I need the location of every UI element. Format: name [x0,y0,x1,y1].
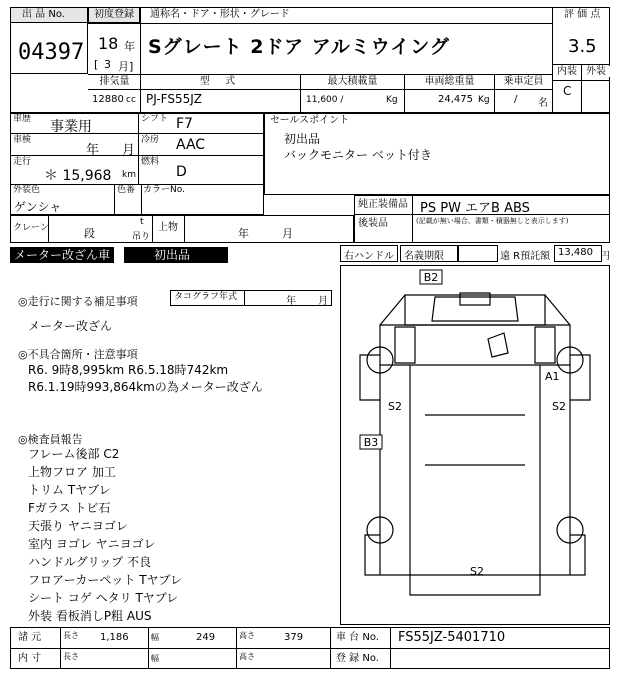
crane-v2 [152,215,153,243]
label-s2-left: S2 [388,400,402,413]
capacity-unit: 名 [538,98,548,109]
recycle-amount: 13,480 [558,247,593,258]
inspector-line: フロアーカーペット Tヤブレ [28,573,183,587]
color-value: ゲンシャ [14,200,62,214]
label-a1: A1 [545,370,560,383]
eq-v1 [412,195,413,243]
equipment-label: 純正装備品 [358,199,408,210]
displacement-value: 12880 [92,94,124,105]
score-vdiv [552,7,553,113]
inner-length-label: 長さ [63,652,79,661]
footer-v5 [390,627,391,669]
color-no-label: カラーNo. [143,185,185,195]
mileage-value: ＊ 15,968 [44,168,112,184]
tachograph-label: タコグラフ年式 [174,292,238,302]
history-value: 事業用 [50,119,92,135]
dims-label: 諸 元 [18,632,42,643]
gross-weight-unit: Kg [478,95,490,105]
aftermarket-note: (記載が無い場合、書類・積器無しと表示します) [416,217,569,225]
li-v1 [138,113,139,184]
score-value: 3.5 [568,36,597,57]
score-hdiv-2 [552,80,610,81]
label-b3: B3 [363,436,379,449]
inspector-line: 外装 看板消しP粗 AUS [28,609,152,623]
tax-label: 遠 R預託額 [500,251,551,262]
capacity-slash: / [514,94,518,105]
inner-height-label: 高さ [239,652,255,661]
score-label: 評 価 点 [564,9,601,20]
li-h1 [10,133,264,134]
displacement-unit: cc [126,95,136,105]
footer-v2 [148,627,149,669]
capacity-label: 乗車定員 [495,76,552,87]
label-b2: B2 [423,271,439,284]
color-number-label: 色番 [117,185,136,195]
equipment-value: PS PW エアB ABS [420,201,530,216]
history-label: 車歴 [13,114,32,124]
interior-grade: C [563,84,572,98]
month-unit: 月] [118,60,134,73]
lot-number: 04397 [18,40,85,65]
inspector-line: Fガラス トビ石 [28,501,111,515]
exterior-label: 外装 [582,66,610,77]
inspection-month: 月 [122,143,136,158]
header-vdiv-1 [140,7,141,74]
name-change-label: 名義期限 [404,251,444,262]
inspection-label: 車検 [13,135,32,145]
shift-value: F7 [176,116,193,132]
inspection-year: 年 [86,143,100,158]
displacement-label: 排気量 [89,76,140,87]
height-label: 高さ [239,631,255,640]
yen-label: 円 [600,251,610,262]
odometer-tampered-flag: メーター改ざん車 [10,247,114,263]
model-type-label: 型 式 [141,76,300,87]
li-h2 [10,155,264,156]
defect-line-2: R6.1.19時993,864kmの為メーター改ざん [28,380,263,394]
year-value: 18 [98,34,119,53]
inspector-line: フレーム後部 C2 [28,447,120,461]
interior-label: 内装 [553,66,581,77]
first-listing-flag: 初出品 [124,247,228,263]
height-value: 379 [284,632,304,643]
sales-points-label: セールスポイント [270,115,350,126]
body-month: 月 [282,227,293,240]
name-change-value [458,245,498,262]
label-s2-bottom: S2 [470,565,484,578]
first-reg-label: 初度登録 [94,9,134,20]
header-divider [88,23,552,24]
defects-heading: ◎不具合箇所・注意事項 [18,348,138,361]
crane-frame [10,215,354,243]
width-value: 249 [196,632,216,643]
crane-v3 [184,215,185,243]
rhd-label: 右ハンドル [344,251,394,262]
crane-label: クレーン [13,223,49,233]
inspector-line: ハンドルグリップ 不良 [28,555,152,569]
mileage-label: 走行 [13,157,32,167]
model-grade-label: 通称名・ドア・形状・グレード [150,9,290,20]
ac-value: AAC [176,137,206,153]
inspector-line: シート コゲ ヘタリ Tヤブレ [28,591,179,605]
aftermarket-label: 後装品 [358,218,388,229]
fuel-label: 燃料 [141,157,160,167]
inspector-line: 上物フロア 加工 [28,465,116,479]
tacho-v [244,290,245,306]
inner-width-label: 幅 [151,654,159,663]
shift-label: シフト [141,114,169,124]
chassis-value: FS55JZ-5401710 [398,630,506,645]
inner-label: 内 寸 [18,653,42,664]
crane-ton-suffix: 吊り [132,232,151,242]
inspector-line: トリム Tヤブレ [28,483,111,497]
sales-points-line2: バックモニター ベット付き [284,148,432,162]
gross-weight-value: 24,475 [438,94,473,105]
inspector-heading: ◎検査員報告 [18,433,83,446]
driving-note: メーター改ざん [28,319,113,333]
crane-stage: 段 [84,227,95,240]
body-year: 年 [238,227,249,240]
tachograph-year: 年 [286,296,296,307]
li-v3 [141,184,142,215]
footer-v1 [60,627,61,669]
registration-label: 登 録 No. [336,653,379,664]
label-s2-right: S2 [552,400,566,413]
width-label: 幅 [151,633,159,642]
tachograph-month: 月 [318,296,328,307]
max-load-unit: Kg [386,95,398,105]
vehicle-title: Sグレート 2ドア アルミウイング [148,36,450,58]
inspector-line: 室内 ヨゴレ ヤニヨゴレ [28,537,156,551]
body-label: 上物 [158,222,178,233]
month-value: 3 [104,58,111,71]
spec-mid [88,89,552,90]
length-value: 1,186 [100,632,129,643]
ac-label: 冷房 [141,135,160,145]
month-open: [ [94,58,99,71]
year-unit: 年 [124,40,135,53]
chassis-label: 車 台 No. [336,632,379,643]
defect-line-1: R6. 9時8,995km R6.5.18時742km [28,363,229,377]
li-v2 [114,184,115,215]
length-label: 長さ [63,631,79,640]
footer-v4 [330,627,331,669]
driving-heading: ◎走行に関する補足事項 [18,295,138,308]
truck-diagram [340,265,610,625]
crane-ton-t: t [140,217,144,227]
sales-points-line1: 初出品 [284,132,321,146]
gross-weight-label: 車両総重量 [405,76,494,87]
mileage-unit: km [122,170,136,180]
score-vdiv-2 [581,64,582,113]
max-load-label: 最大積載量 [301,76,404,87]
inspector-line: 天張り ヤニヨゴレ [28,519,128,533]
footer-v3 [236,627,237,669]
model-type-value: PJ-FS55JZ [146,92,203,106]
footer-h1 [10,648,610,649]
max-load-value: 11,600 / [306,95,344,105]
color-label: 外装色 [13,185,41,195]
fuel-value: D [176,164,187,180]
lot-label: 出 品 No. [22,9,65,20]
spec-top [88,74,552,75]
